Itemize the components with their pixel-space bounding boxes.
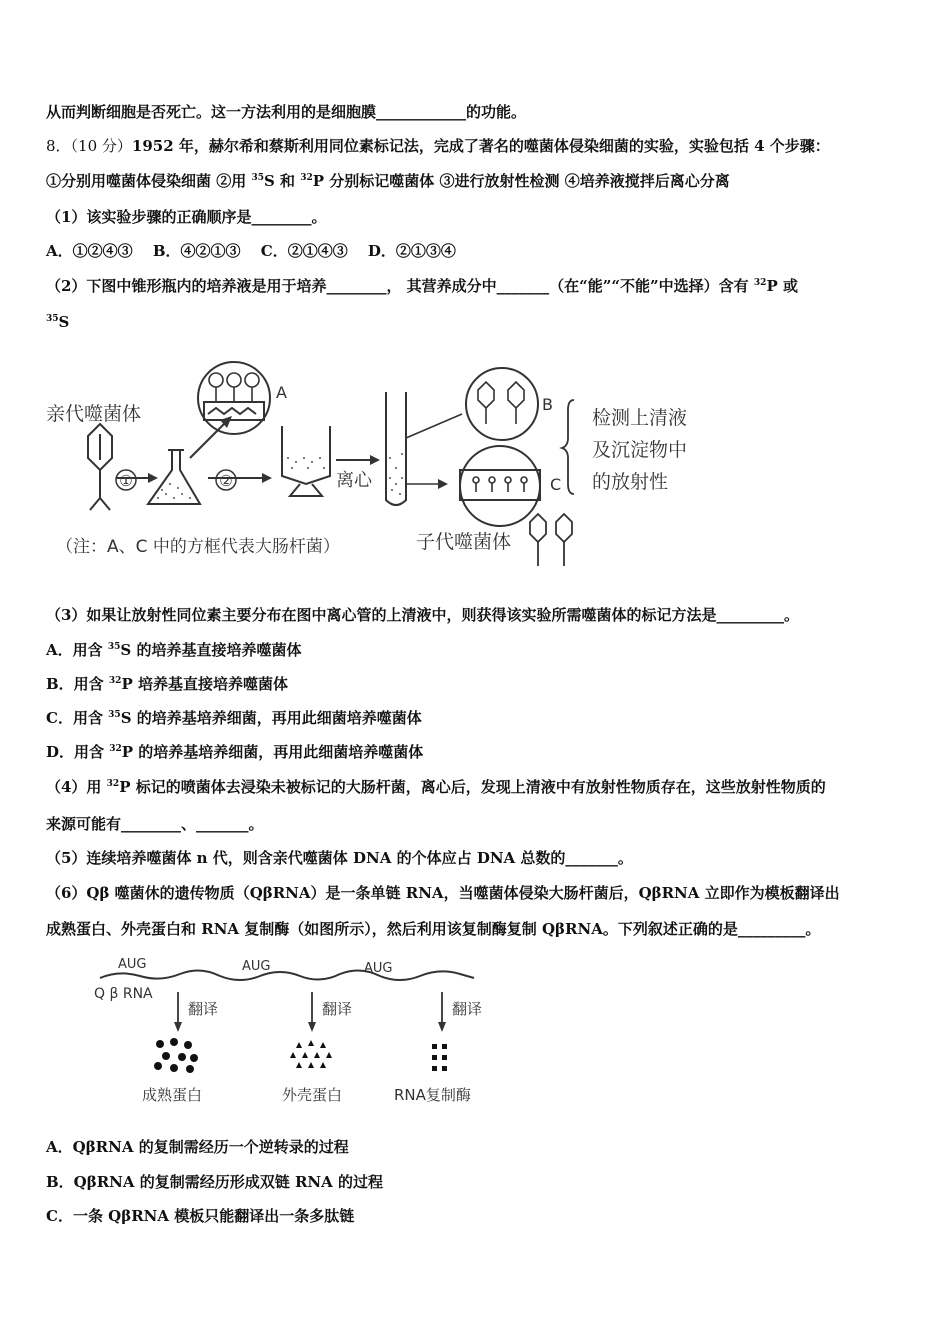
translate-label-1: 翻译 — [188, 1000, 219, 1018]
question-8-6: （6）Qβ 噬菌休的遗传物质（QβRNA）是一条单链 RNA，当噬菌体侵染大肠杆菌后，QβRNA 立即作为模板翻译出 — [46, 884, 840, 902]
translate-label-3: 翻译 — [452, 1000, 483, 1018]
figure-note: （注：A、C 中的方框代表大肠杆菌） — [56, 537, 340, 557]
zoom-circle-b — [466, 368, 538, 440]
product-label-1: 成熟蛋白 — [142, 1086, 203, 1104]
bacterium-box-c — [460, 470, 540, 500]
question-8-3-option-a: A．用含 $^{35}$S 的培养基直接培养噬菌体 — [46, 641, 302, 659]
zoom-circle-c — [460, 446, 540, 526]
circle-c-phages — [473, 477, 527, 492]
question-8-5: （5）连续培养噬菌体 n 代，则含亲代噬菌体 DNA 的个体应占 DNA 总数的_______。 — [46, 849, 633, 867]
question-8-4: （4）用 $^{32}$P 标记的喷菌体去浸染未被标记的大肠杆菌，离心后，发现上清液中有放射性物质存在，这些放射性物质的 — [46, 778, 826, 796]
text-line-0: 从而判断细胞是否死亡。这一方法利用的是细胞膜____________的功能。 — [46, 103, 527, 121]
coat-protein-icon — [290, 1040, 332, 1068]
qbeta-rna-figure — [90, 952, 520, 1117]
question-8-1-options: A．①②④③ B．④②①③ C．②①④③ D．②①③④ — [46, 242, 456, 260]
centrifuge-label: 离心 — [336, 470, 372, 491]
phage-experiment-figure — [40, 358, 710, 578]
question-8-6-option-c: C．一条 QβRNA 模板只能翻译出一条多肽链 — [46, 1207, 355, 1225]
label-a: A — [276, 383, 287, 402]
parent-phage-label: 亲代噬菌体 — [46, 403, 142, 425]
question-8-2: （2）下图中锥形瓶内的培养液是用于培养________， 其营养成分中_______（在“能”“不能”中选择）含有 $^{32}$P 或 — [46, 277, 798, 295]
rna-label: Q β RNA — [94, 986, 153, 1002]
circle-b-phages — [478, 382, 524, 424]
child-phage-label: 子代噬菌体 — [416, 531, 512, 553]
question-8-4-cont: 来源可能有________、_______。 — [46, 815, 264, 833]
beaker-dots — [287, 457, 325, 469]
detect-line-3: 的放射性 — [592, 471, 669, 493]
question-8-3-option-c: C．用含 $^{35}$S 的培养基培养细菌，再用此细菌培养噬菌体 — [46, 709, 422, 727]
question-8-stem: 8．（10 分）1952 年，赫尔希和蔡斯利用同位素标记法，完成了著名的噬菌体侵染细菌的实验，实验包括 4 个步骤： — [46, 137, 830, 155]
centrifuge-tube-icon — [386, 392, 406, 505]
product-label-3: RNA复制酶 — [394, 1086, 471, 1104]
question-8-2-cont: $^{35}$S — [46, 313, 70, 331]
question-8-1: （1）该实验步骤的正确顺序是________。 — [46, 208, 327, 226]
question-8-6-option-a: A．QβRNA 的复制需经历一个逆转录的过程 — [46, 1138, 349, 1156]
child-phage-icons — [530, 514, 572, 566]
translate-label-2: 翻译 — [322, 1000, 353, 1018]
label-b: B — [542, 395, 553, 414]
tube-pellet-dots — [389, 453, 403, 495]
rna-strand — [100, 970, 474, 980]
label-c: C — [550, 475, 562, 494]
question-8-3-option-b: B．用含 $^{32}$P 培养基直接培养噬菌体 — [46, 675, 288, 693]
detect-line-1: 检测上清液 — [592, 407, 688, 429]
detect-line-2: 及沉淀物中 — [592, 439, 688, 461]
circle-a-phages — [209, 373, 259, 402]
product-label-2: 外壳蛋白 — [282, 1086, 343, 1104]
bracket — [562, 400, 574, 494]
question-8-steps: ①分别用噬菌体侵染细菌 ②用 $^{35}$S 和 $^{32}$P 分别标记噬菌体 ③进行放射性检测 ④培养液搅拌后离心分离 — [46, 172, 730, 190]
mature-protein-icon — [154, 1038, 198, 1073]
aug-codon-2: AUG — [242, 959, 271, 974]
svg-text:②: ② — [219, 472, 233, 490]
svg-text:①: ① — [119, 472, 133, 490]
question-8-6-cont: 成熟蛋白、外壳蛋白和 RNA 复制酶（如图所示），然后利用该复制酶复制 QβRNA。下列叙述正确的是_________。 — [46, 920, 821, 938]
aug-codon-1: AUG — [118, 957, 147, 972]
rna-replicase-icon — [432, 1044, 447, 1071]
question-8-3-option-d: D．用含 $^{32}$P 的培养基培养细菌，再用此细菌培养噬菌体 — [46, 743, 424, 761]
parent-phage-icon — [88, 424, 112, 510]
aug-codon-3: AUG — [364, 961, 393, 976]
question-8-6-option-b: B．QβRNA 的复制需经历形成双链 RNA 的过程 — [46, 1173, 384, 1191]
beaker-icon — [282, 426, 330, 496]
question-8-3: （3）如果让放射性同位素主要分布在图中离心管的上清液中，则获得该实验所需噬菌体的标记方法是_________。 — [46, 606, 799, 624]
